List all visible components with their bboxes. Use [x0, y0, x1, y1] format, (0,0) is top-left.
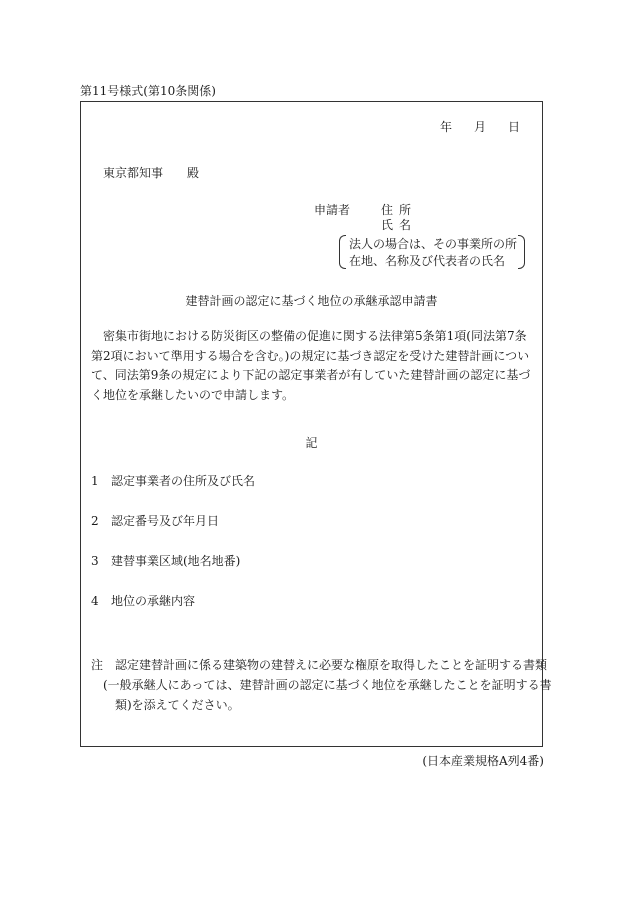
- body-paragraph: 密集市街地における防災街区の整備の促進に関する法律第5条第1項(同法第7条第2項において準用する場合を含む。)の規定に基づき認定を受けた建替計画について、同法第9条の規定により下記の認定事業者が有していた建替計画の認定に基づく地位を承継したいので申請します。: [91, 329, 531, 402]
- item-text: 地位の承継内容: [111, 594, 196, 608]
- form-number: 第11号様式(第10条関係): [80, 84, 216, 98]
- note-head: 注: [91, 658, 104, 672]
- document-title: 建替計画の認定に基づく地位の承継承認申請書: [185, 294, 438, 308]
- addressee: [103, 164, 199, 181]
- list-item: [91, 592, 195, 609]
- note-line2: (一般承継人にあっては、建替計画の認定に基づく地位を承継したことを証明する書: [103, 678, 552, 692]
- left-bracket: [339, 235, 346, 269]
- item-text: 認定番号及び年月日: [111, 514, 220, 528]
- paper-size-footer: (日本産業規格A列4番): [422, 754, 544, 768]
- item-number: 3: [91, 554, 99, 568]
- date-day: 日: [507, 120, 520, 134]
- form-frame: [80, 101, 552, 747]
- corporation-note: [339, 235, 525, 269]
- item-number: 1: [91, 474, 99, 488]
- name-label: 氏名: [381, 218, 418, 232]
- right-bracket: [518, 235, 525, 269]
- corporation-note-text: [349, 236, 517, 270]
- list-item: [91, 472, 255, 489]
- corporation-note-line1: 法人の場合は、その事業所の所: [349, 237, 518, 251]
- item-text: 建替事業区域(地名地番): [111, 554, 241, 568]
- ki-heading: 記: [305, 436, 318, 450]
- item-number: 2: [91, 514, 99, 528]
- note-line1: 認定建替計画に係る建築物の建替えに必要な権原を取得したことを証明する書類: [115, 658, 548, 672]
- addressee-honorific: 殿: [187, 166, 200, 180]
- list-item: [91, 552, 240, 569]
- note-line3: 類)を添えてください。: [115, 698, 240, 712]
- date-year: 年: [439, 120, 452, 134]
- list-item: [91, 512, 219, 529]
- applicant-label: 申請者: [314, 203, 351, 217]
- item-text: 認定事業者の住所及び氏名: [111, 474, 256, 488]
- addressee-name: 東京都知事: [103, 166, 164, 180]
- corporation-note-line2: 在地、名称及び代表者の氏名: [349, 254, 506, 268]
- date-month: 月: [473, 120, 486, 134]
- address-label: 住所: [381, 203, 418, 217]
- date-line: [440, 118, 520, 135]
- item-number: 4: [91, 594, 99, 608]
